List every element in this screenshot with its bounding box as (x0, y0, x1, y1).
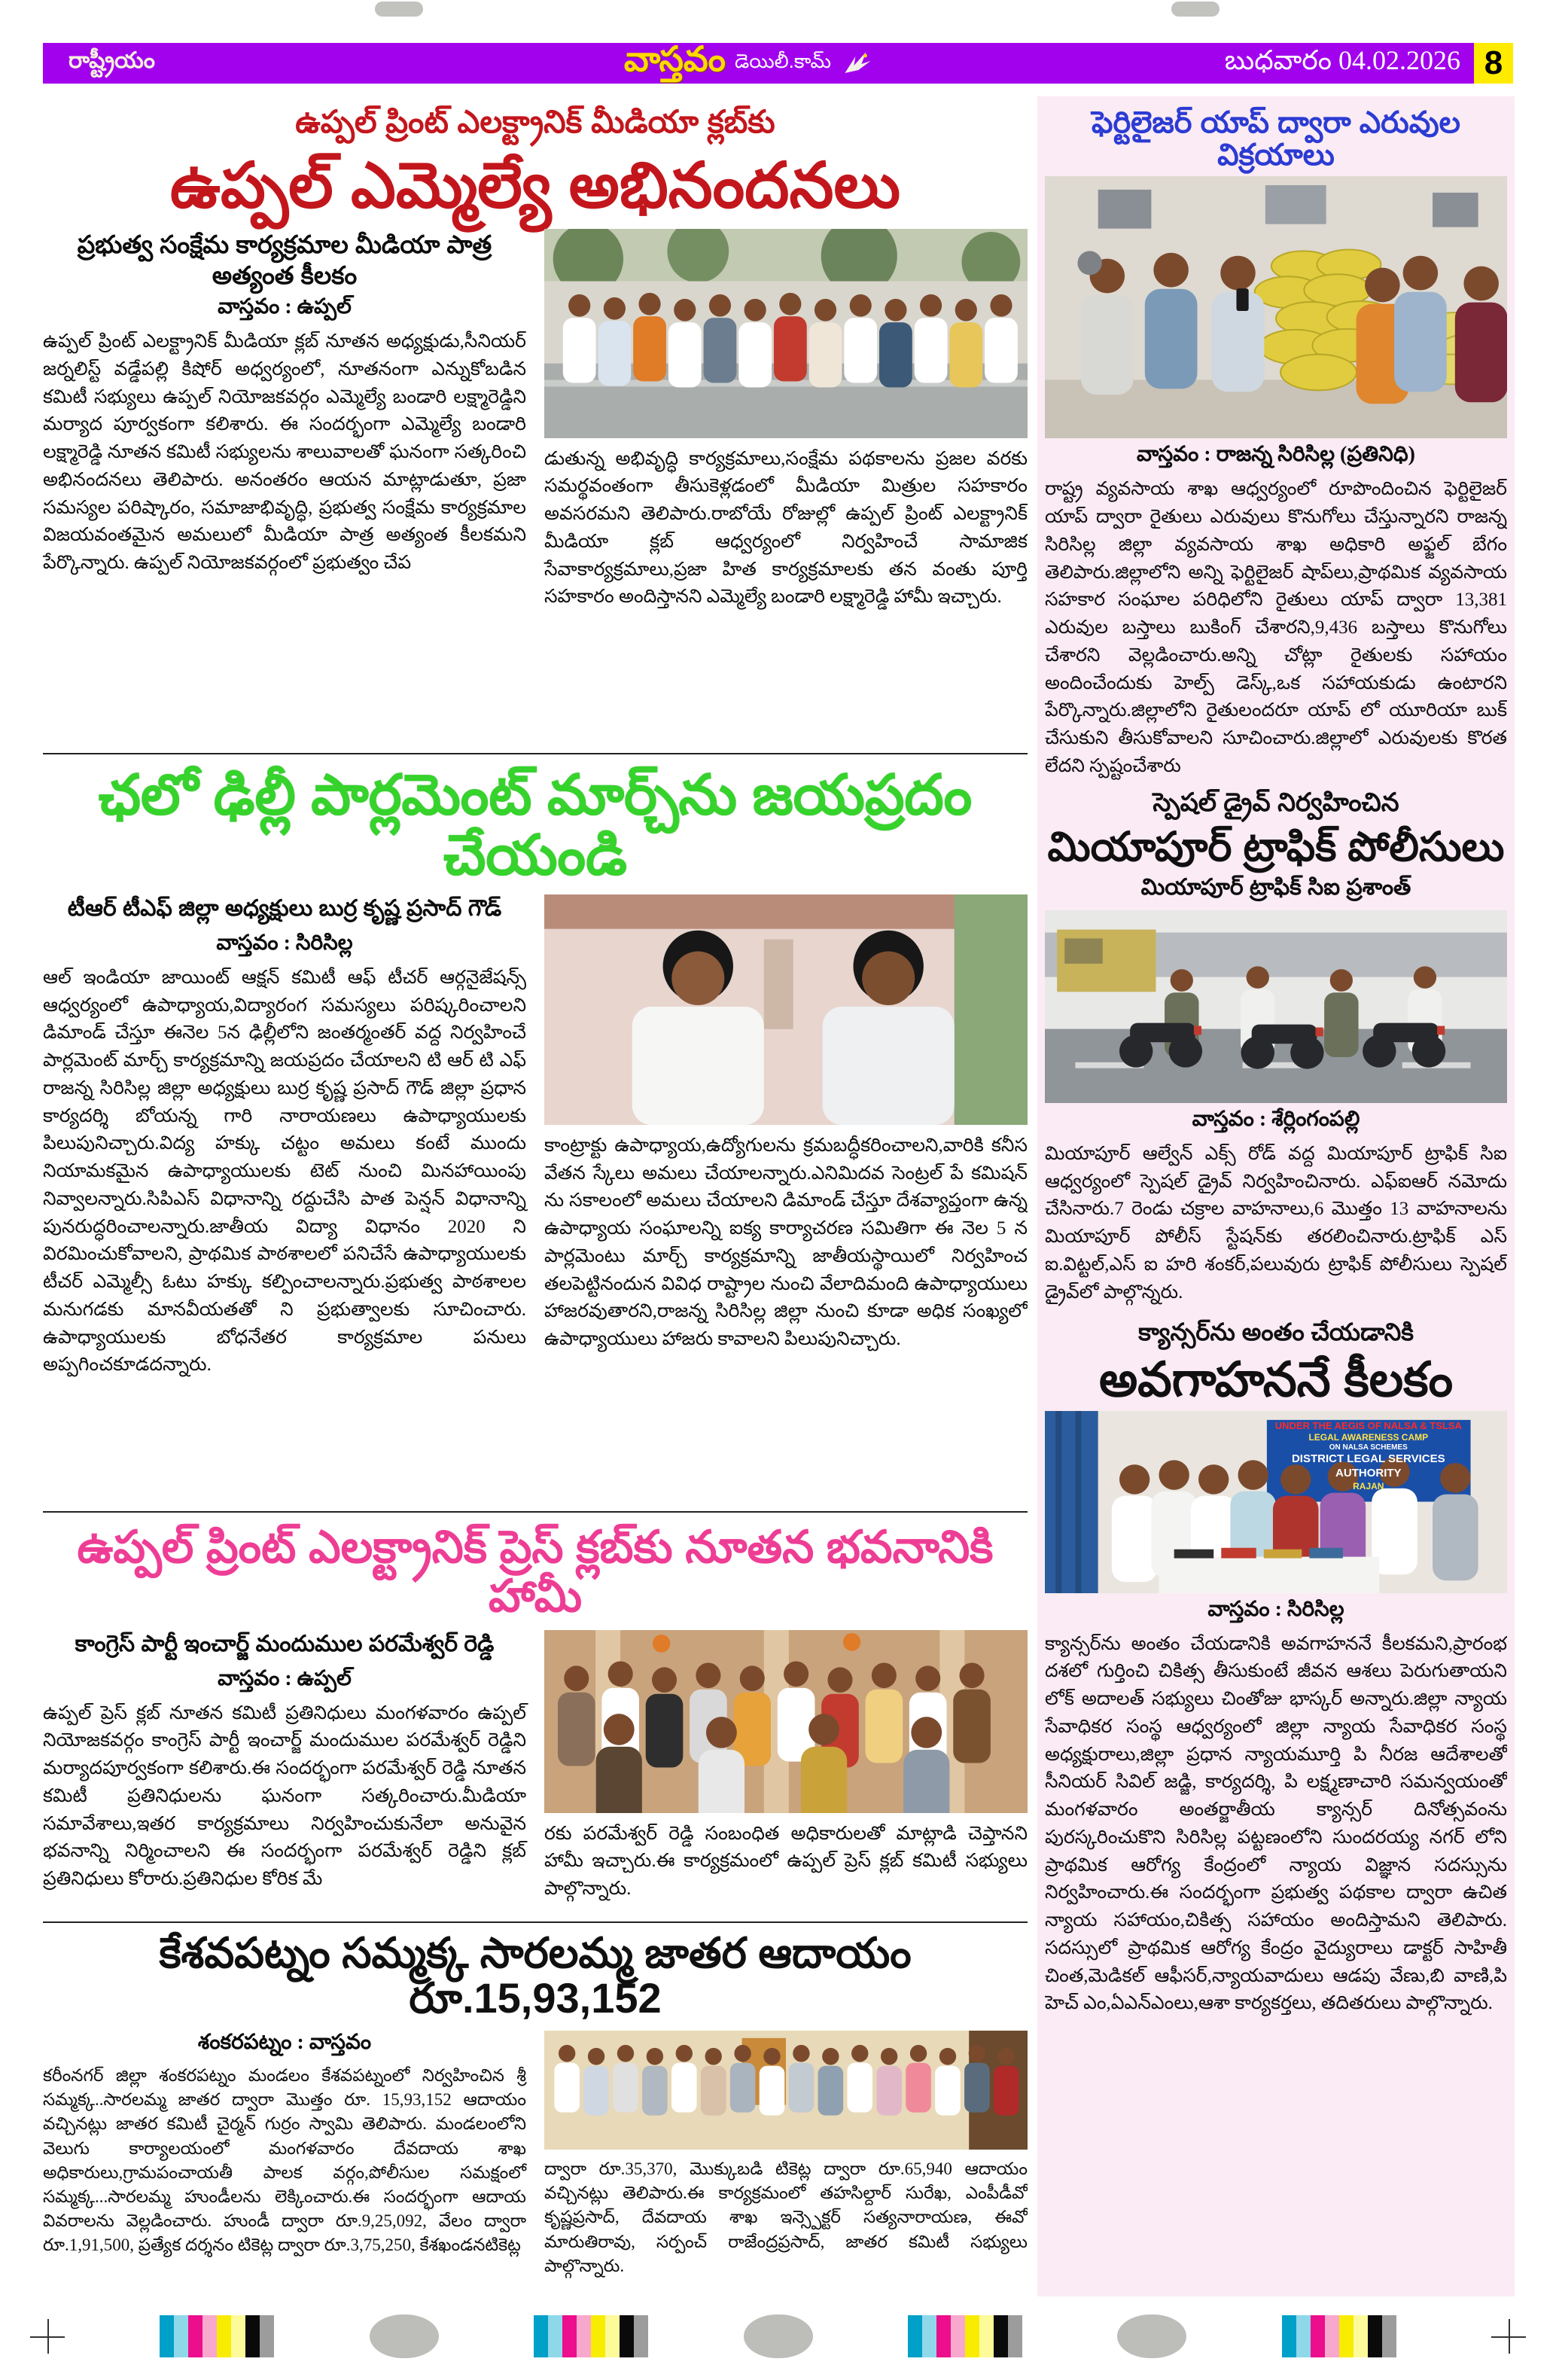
banner-line: LEGAL AWARENESS CAMP (1308, 1431, 1429, 1443)
article-parliament-march (43, 753, 1028, 1511)
r1-headline: ఫెర్టిలైజర్ యాప్ ద్వారా ఎరువుల విక్రయాలు (1092, 106, 1460, 172)
banner-line: RAJAN (1353, 1480, 1384, 1492)
article-cancer-awareness (1045, 1306, 1507, 2018)
r1-byline: వాస్తవం : రాజన్న సిరిసిల్ల (ప్రతినిధి) (1137, 443, 1415, 467)
registration-mark (375, 2, 423, 17)
cmyk-colorbar (908, 2315, 1022, 2357)
article3-headline: ఉప్పల్ ప్రింట్ ఎలక్ట్రానిక్ ప్రెస్ క్లబ్‌కు నూతన భవనానికి హామీ (77, 1522, 994, 1621)
registration-oval (1117, 2314, 1186, 2358)
r3-photo (1045, 1411, 1507, 1593)
article1-body-col1: ఉప్పల్ ప్రింట్ ఎలక్ట్రానిక్ మీడియా క్లబ్ నూతన అధ్యక్షుడు,సీనియర్ జర్నలిస్ట్ వడ్డేపల్లి కిషోర్ అధ్వర్యంలో, నూతనంగా ఎన్నుకోబడిన కమిటీ సభ్యులు ఉప్పల్ నియోజకవర్గం ఎమ్మెల్యే బండారి లక్ష్మారెడ్డిని మర్యాద పూర్వకంగా కలిశారు. ఈ సందర్భంగా ఎమ్మెల్యే బండారి లక్ష్మారెడ్డి నూతన కమిటీ సభ్యులను శాలువాలతో ఘనంగా సత్కరించి అభినందనలు తెలిపారు. అనంతరం ఆయన మాట్లాడుతూ, ప్రజా సమస్యల పరిష్కారం, సమాజాభివృద్ధి, ప్రభుత్వ సంక్షేమ కార్యక్రమాల విజయవంతమైన అమలులో మీడియా పాత్ర అత్యంత కీలకమని పేర్కొన్నారు. ఉప్పల్ నియోజకవర్గంలో ప్రభుత్వం చేప (43, 331, 526, 574)
article1-headline: ఉప్పల్ ఎమ్మెల్యే అభినందనలు (169, 150, 901, 221)
masthead-bar (43, 39, 1513, 84)
r3-byline: వాస్తవం : సిరిసిల్ల (1207, 1597, 1344, 1621)
print-registration-strip (30, 2314, 1526, 2359)
registration-mark (1171, 2, 1220, 17)
article-traffic-special-drive (1045, 781, 1507, 1307)
article-uppal-mla-congratulations (43, 96, 1028, 753)
article2-byline: వాస్తవం : సిరిసిల్ల (216, 931, 353, 955)
banner-line: UNDER THE AEGIS OF NALSA & TSLSA (1274, 1419, 1462, 1431)
brand-name: వాస్తవం (623, 39, 726, 78)
brand-suffix: డెయిలీ.కామ్ (734, 49, 832, 72)
r2-body: మియాపూర్ ఆల్వేన్ ఎక్స్ రోడ్ వద్ద మియాపూర్ ట్రాఫిక్ సిఐ ఆధ్వర్యంలో స్పెషల్ డ్రైవ్ నిర్వహించినారు. ఎఫ్ఐఆర్ నమోదు చేసినారు.7 రెండు చక్రాల వాహనాలు,6 మొత్తం 13 వాహనాలను మియాపూర్ పోలీస్ స్టేషన్‌కు తరలించినారు.ట్రాఫిక్ ఎస్ ఐ.విట్టల్,ఎస్ ఐ హరి శంకర్,పలువురు ట్రాఫిక్ పోలీసులు స్పెషల్ డ్రైవ్‌లో పాల్గొన్నరు. (1045, 1143, 1507, 1303)
article4-photo (544, 2031, 1028, 2150)
article4-body-col2: ద్వారా రూ.35,370, మొక్కుబడి టికెట్ల ద్వారా రూ.65,940 ఆదాయం వచ్చినట్లు తెలిపారు.ఈ కార్యక్రమంలో తహసిల్దార్ సురేఖ, ఎంపీడీవో కృష్ణప్రసాద్, దేవదాయ శాఖ ఇన్స్పెక్టర్ సత్యనారాయణ, ఈవో మారుతిరావు, సర్పంచ్ రాజేంద్రప్రసాద్, జాతర కమిటీ సభ్యులు పాల్గొన్నారు. (544, 2159, 1028, 2275)
r2-kicker: స్పెషల్ డ్రైవ్ నిర్వహించిన (1153, 788, 1399, 817)
article4-dateline: శంకరపట్నం : వాస్తవం (197, 2030, 372, 2054)
page-number: 8 (1474, 43, 1513, 84)
edition-date: బుధవారం 04.02.2026 (1224, 44, 1460, 75)
r2-subhead: మియాపూర్ ట్రాఫిక్ సిఐ ప్రశాంత్ (1140, 874, 1411, 900)
crop-mark-icon (30, 2319, 65, 2354)
registration-oval (744, 2314, 813, 2358)
cmyk-colorbar (160, 2315, 274, 2357)
newspaper-logo (624, 38, 873, 88)
article2-photo (544, 894, 1028, 1125)
article1-byline: వాస్తవం : ఉప్పల్ (218, 295, 352, 319)
bird-logo-icon (840, 50, 873, 76)
article3-body-col1: ఉప్పల్ ప్రెస్ క్లబ్ నూతన కమిటీ ప్రతినిధులు మంగళవారం ఉప్పల్ నియోజకవర్గం కాంగ్రెస్ పార్టీ ఇంచార్జ్ మందుముల పరమేశ్వర్ రెడ్డిని మర్యాదపూర్వకంగా కలిశారు.ఈ సందర్భంగా పరమేశ్వర్ రెడ్డి నూతన కమిటీ ప్రతినిధులను ఘనంగా సత్కరించారు.మీడియా సమావేశాలు,ఇతర కార్యక్రమాలు నిర్వహించుకునేలా అనువైన భవనాన్ని నిర్మించాలని ఈ సందర్భంగా పరమేశ్వర్ రెడ్డిని క్లబ్ ప్రతినిధులు కోరారు.ప్రతినిధుల కోరిక మే (43, 1702, 526, 1890)
article2-headline: ఛలో ఢిల్లీ పార్లమెంట్ మార్చ్‌ను జయప్రదం చేయండి (98, 763, 973, 886)
article1-body-col2: డుతున్న అభివృద్ధి కార్యక్రమాలు,సంక్షేమ పథకాలను ప్రజల వరకు సమర్థవంతంగా తీసుకెళ్లడంలో మీడియా మిత్రుల సహకారం అవసరమని తెలిపారు.రాబోయే రోజుల్లో ఉప్పల్ ప్రింట్ ఎలక్ట్రానిక్ మీడియా క్లబ్ ఆధ్వర్యంలో నిర్వహించే సామాజిక సేవాకార్యక్రమాలు,ప్రజా హిత కార్యక్రమాలకు తన వంతు పూర్తి సహకారం అందిస్తానని ఎమ్మెల్యే బండారి లక్ష్మారెడ్డి హామీ ఇచ్చారు. (544, 448, 1028, 608)
registration-oval (370, 2314, 439, 2358)
article4-headline: కేశవపట్నం సమ్మక్క సారలమ్మ జాతర ఆదాయం రూ.15,93,152 (159, 1929, 912, 2022)
cmyk-colorbar (534, 2315, 648, 2357)
article2-body-col2: కాంట్రాక్టు ఉపాధ్యాయ,ఉద్యోగులను క్రమబద్ధీకరించాలని,వారికి కనీస వేతన స్కేలు అమలు చేయాలన్నారు.ఎనిమిదవ సెంట్రల్ పే కమిషన్ ను సకాలంలో అమలు చేయాలని డిమాండ్ చేస్తూ దేశవ్యాప్తంగా ఉన్న ఉపాధ్యాయ సంఘాలన్ని ఐక్య కార్యాచరణ సమితిగా ఈ నెల 5 న పార్లమెంటు మార్చ్ కార్యక్రమాన్ని జాతీయస్థాయిలో నిర్వహించ తలపెట్టినందున వివిధ రాష్ట్రాల నుంచి వేలాదిమంది ఉపాధ్యాయులు హాజరవుతారని,రాజన్న సిరిసిల్ల జిల్లా నుంచి కూడా అధిక సంఖ్యలో ఉపాధ్యాయులు హాజరు కావాలని పిలుపునిచ్చారు. (544, 1135, 1028, 1350)
article1-photo (544, 229, 1028, 438)
article3-subhead: కాంగ్రెస్ పార్టీ ఇంచార్జ్ మందుముల పరమేశ్వర్ రెడ్డి (75, 1631, 495, 1656)
article-jatara-income (43, 1921, 1028, 2296)
section-label: రాష్ట్రీయం (69, 47, 155, 73)
r3-headline: అవగాహననే కీలకం (1098, 1352, 1454, 1407)
right-column (1037, 96, 1515, 2296)
article2-body-col1: ఆల్ ఇండియా జాయింట్ ఆక్షన్ కమిటీ ఆఫ్ టీచర్ ఆర్గనైజేషన్స్ ఆధ్వర్యంలో ఉపాధ్యాయ,విద్యారంగ సమస్యలు పరిష్కరించాలని డిమాండ్ చేస్తూ ఈనెల 5న ఢిల్లీలోని జంతర్మంతర్ వద్ద నిర్వహించే పార్లమెంట్ మార్చ్ కార్యక్రమాన్ని జయప్రదం చేయాలని టి ఆర్ టి ఎఫ్ రాజన్న సిరిసిల్ల జిల్లా అధ్యక్షులు బుర్ర కృష్ణ ప్రసాద్ గౌడ్ జిల్లా ప్రధాన కార్యదర్శి బోయన్న గారి నారాయణలు ఉపాధ్యాయులకు పిలుపునిచ్చారు.విద్య హక్కు చట్టం అమలు కంటే ముందు నియామకమైన ఉపాధ్యాయులకు టెట్ నుంచి మినహాయింపు నివ్వాలన్నారు.సిపిఎస్ విధానాన్ని రద్దుచేసి పాత పెన్షన్ విధానాన్ని పునరుద్ధరించాలన్నారు.జాతీయ విద్యా విధానం 2020 ని విరమించుకోవాలని, ప్రాథమిక పాఠశాలలో పనిచేసే ఉపాధ్యాయులకు టీచర్ ఎమ్మెల్సీ ఓటు హక్కు కల్పించాలన్నారు.ప్రభుత్వ పాఠశాలల మనుగడకు మానవీయతతో ని ప్రభుత్వాలకు సూచించారు. ఉపాధ్యాయులకు బోధనేతర కార్యక్రమాల పనులు అప్పగించకూడదన్నారు. (43, 967, 526, 1376)
banner-line: DISTRICT LEGAL SERVICES (1291, 1452, 1445, 1466)
r2-headline: మియాపూర్ ట్రాఫిక్ పోలీసులు (1047, 824, 1505, 870)
article1-kicker: ఉప్పల్ ప్రింట్ ఎలక్ట్రానిక్ మీడియా క్లబ్‌కు (295, 104, 775, 139)
r3-kicker: క్యాన్సర్‌ను అంతం చేయడానికి (1138, 1318, 1414, 1346)
main-content-area (43, 96, 1028, 2296)
cmyk-colorbar (1282, 2315, 1396, 2357)
r2-byline: వాస్తవం : శేర్లింగంపల్లి (1192, 1107, 1360, 1131)
r1-body: రాష్ట్ర వ్యవసాయ శాఖ ఆధ్వర్యంలో రూపొందించిన ఫెర్టిలైజర్ యాప్ ద్వారా రైతులు ఎరువులు కొనుగోలు చేస్తున్నారని రాజన్న సిరిసిల్ల జిల్లా వ్యవసాయ శాఖ అధికారి అఫ్జల్ బేగం తెలిపారు.జిల్లాలోని అన్ని ఫెర్టిలైజర్ షాప్‌లు,ప్రాథమిక వ్యవసాయ సహకార సంఘాల పరిధిలోని రైతులు యాప్ ద్వారా 13,381 ఎరువుల బస్తాలు బుకింగ్ చేశారని,9,436 బస్తాలు కొనుగోలు చేశారని వెల్లడించారు.అన్ని చోట్లా రైతులకు సహాయం అందించేందుకు హెల్ప్ డెస్క్,ఒక సహాయకుడు ఉంటారని పేర్కొన్నారు.జిల్లాలోని రైతులందరూ యాప్ లో యూరియా బుక్ చేసుకుని తీసుకోవాలని సూచించారు.జిల్లాలో ఎరువులకు కొరత లేదని స్పష్టంచేశారు (1045, 479, 1507, 776)
article3-photo (544, 1630, 1028, 1813)
crop-mark-icon (1491, 2319, 1526, 2354)
article-fertilizer-app (1045, 96, 1507, 781)
article4-body-col1: కరీంనగర్ జిల్లా శంకరపట్నం మండలం కేశవపట్నంలో నిర్వహించిన శ్రీ సమ్మక్క..సారలమ్మ జాతర ద్వారా మొత్తం రూ. 15,93,152 ఆదాయం వచ్చినట్లు జాతర కమిటీ చైర్మన్ గుర్రం స్వామి తెలిపారు. మండలంలోని వెలుగు కార్యాలయంలో మంగళవారం దేవదాయ శాఖ అధికారులు,గ్రామపంచాయతీ పాలక వర్గం,పోలీసుల సమక్షంలో సమ్మక్క...సారలమ్మ హుండీలను లెక్కించారు.ఈ సందర్భంగా ఆదాయ వివరాలను వెల్లడించారు. హుండీ ద్వారా రూ.9,25,092, వేలం ద్వారా రూ.1,91,500, ప్రత్యేక దర్శనం టికెట్ల ద్వారా రూ.3,75,250, కేశఖండనటికెట్ల (43, 2065, 526, 2255)
article3-byline: వాస్తవం : ఉప్పల్ (218, 1666, 352, 1690)
article2-subhead: టీఆర్ టీఎఫ్ జిల్లా అధ్యక్షులు బుర్ర కృష్ణ ప్రసాద్ గౌడ్ (67, 895, 502, 921)
r3-body: క్యాన్సర్‌ను అంతం చేయడానికి అవగాహననే కీలకమని,ప్రారంభ దశలో గుర్తించి చికిత్స తీసుకుంటే జీవన ఆశలు పెరుగుతాయని లోక్ అదాలత్ సభ్యులు చింతోజు భాస్కర్ అన్నారు.జిల్లా న్యాయ సేవాధికర సంస్థ ఆధ్వర్యంలో జిల్లా న్యాయ సేవాధికర సంస్థ అధ్యక్షురాలు,జిల్లా ప్రధాన న్యాయమూర్తి పి నీరజ ఆదేశాలతో సీనియర్ సివిల్ జడ్జి, కార్యదర్శి, పి లక్ష్మణాచారి సమన్వయంతో మంగళవారం అంతర్జాతీయ క్యాన్సర్ దినోత్సవంను పురస్కరించుకొని సిరిసిల్ల పట్టణంలోని సుందరయ్య నగర్ లోని ప్రాథమిక ఆరోగ్య కేంద్రంలో న్యాయ విజ్ఞాన సదస్సును నిర్వహించారు.ఈ సందర్భంగా ప్రభుత్వ పథకాల ద్వారా ఉచిత న్యాయ సహాయం,చికిత్స సహాయం అందిస్తామని తెలిపారు. సదస్సులో ప్రాథమిక ఆరోగ్య కేంద్రం వైద్యురాలు డాక్టర్ సాహితీ చింత,మెడికల్ ఆఫీసర్,న్యాయవాదులు ఆడపు వేణు,బి వాణి,పి హెచ్ ఎం,ఏఎన్ఎంలు,ఆశా కార్యకర్తలు, తదితరులు పాల్గొన్నారు. (1045, 1633, 1507, 2014)
article-press-club-building (43, 1511, 1028, 1921)
r1-photo (1045, 176, 1507, 438)
banner-line: AUTHORITY (1335, 1467, 1402, 1480)
r2-photo (1045, 910, 1507, 1103)
article1-subhead: ప్రభుత్వ సంక్షేమ కార్యక్రమాల మీడియా పాత్ర అత్యంత కీలకం (77, 230, 492, 289)
article3-body-col2: రకు పరమేశ్వర్ రెడ్డి సంబంధిత అధికారులతో మాట్లాడి చెప్తానని హామీ ఇచ్చారు.ఈ కార్యక్రమంలో ఉప్పల్ ప్రెస్ క్లబ్ కమిటీ సభ్యులు పాల్గొన్నారు. (544, 1823, 1028, 1900)
banner-line: ON NALSA SCHEMES (1329, 1443, 1408, 1452)
